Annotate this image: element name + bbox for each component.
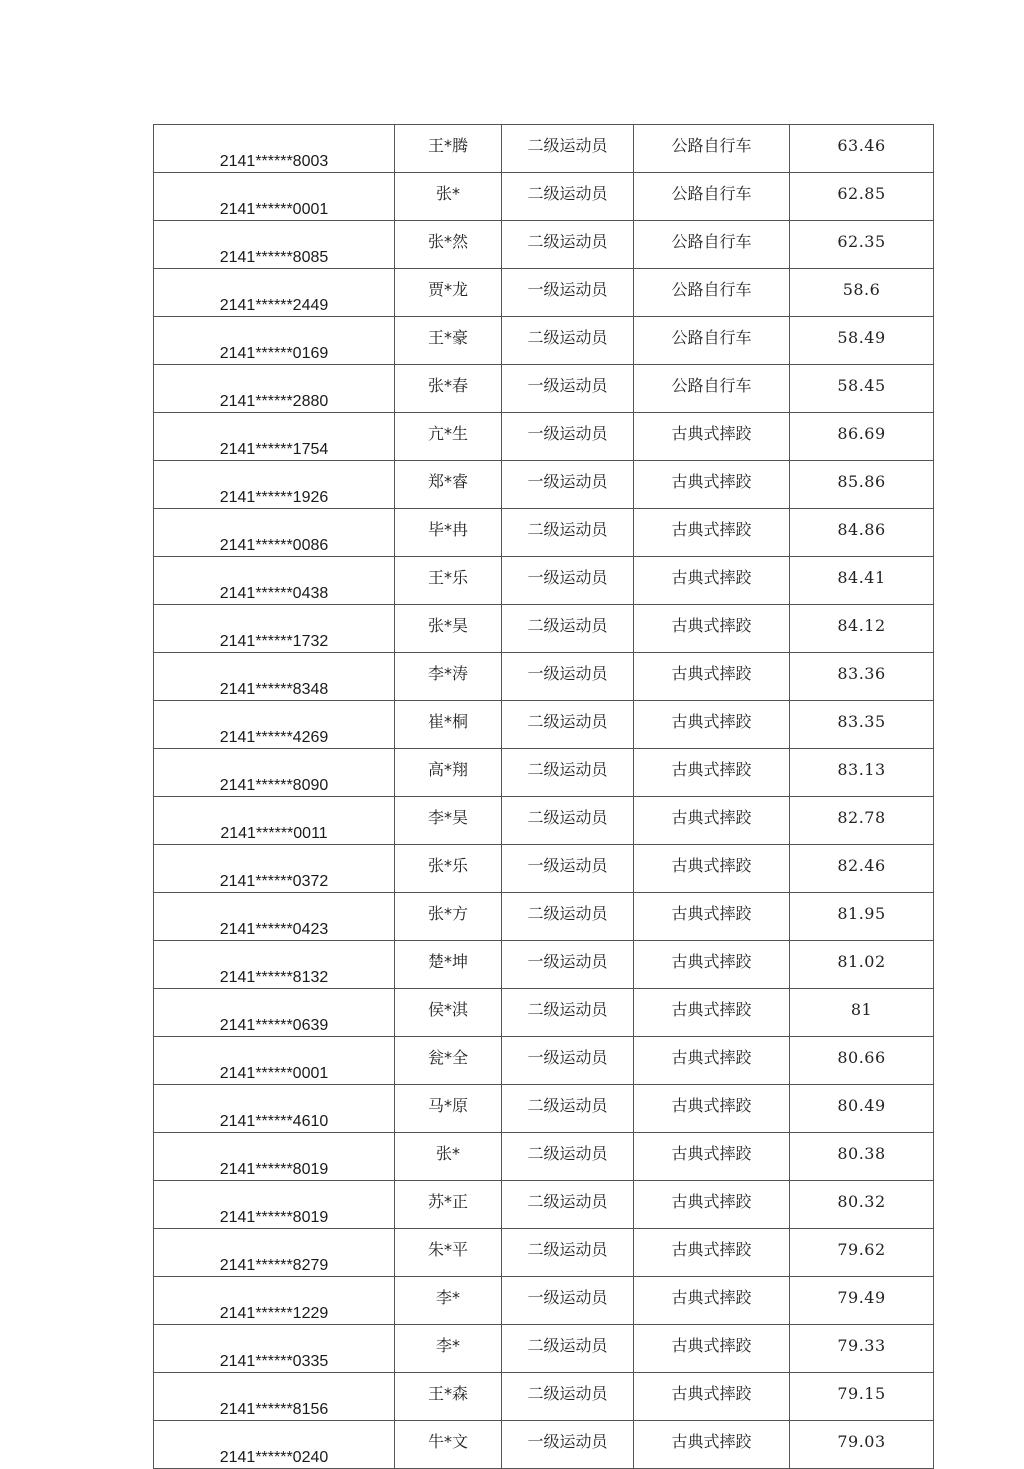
cell-athlete-level: 二级运动员 — [502, 125, 634, 173]
table-row — [154, 173, 934, 221]
cell-score: 86.69 — [790, 413, 934, 461]
table-row — [154, 749, 934, 797]
cell-athlete-level: 一级运动员 — [502, 1421, 634, 1469]
cell-id-number: 2141******0001 — [154, 1037, 395, 1085]
cell-event: 古典式摔跤 — [634, 1085, 790, 1133]
cell-athlete-name: 张*乐 — [395, 845, 502, 893]
cell-event: 古典式摔跤 — [634, 605, 790, 653]
cell-id-number: 2141******0001 — [154, 173, 395, 221]
cell-score: 83.35 — [790, 701, 934, 749]
cell-event: 古典式摔跤 — [634, 1373, 790, 1421]
cell-score: 83.13 — [790, 749, 934, 797]
cell-event: 古典式摔跤 — [634, 1421, 790, 1469]
cell-event: 古典式摔跤 — [634, 1181, 790, 1229]
cell-score: 63.46 — [790, 125, 934, 173]
cell-score: 81 — [790, 989, 934, 1037]
cell-athlete-level: 二级运动员 — [502, 317, 634, 365]
cell-score: 80.38 — [790, 1133, 934, 1181]
cell-id-number: 2141******8132 — [154, 941, 395, 989]
cell-athlete-level: 二级运动员 — [502, 989, 634, 1037]
cell-athlete-name: 王*豪 — [395, 317, 502, 365]
cell-score: 84.12 — [790, 605, 934, 653]
cell-athlete-level: 一级运动员 — [502, 1277, 634, 1325]
cell-athlete-name: 楚*坤 — [395, 941, 502, 989]
cell-id-number: 2141******0240 — [154, 1421, 395, 1469]
cell-score: 83.36 — [790, 653, 934, 701]
cell-event: 古典式摔跤 — [634, 1325, 790, 1373]
cell-athlete-level: 二级运动员 — [502, 1373, 634, 1421]
table-row — [154, 701, 934, 749]
cell-id-number: 2141******8156 — [154, 1373, 395, 1421]
cell-event: 古典式摔跤 — [634, 797, 790, 845]
cell-id-number: 2141******0169 — [154, 317, 395, 365]
cell-id-number: 2141******8348 — [154, 653, 395, 701]
cell-score: 81.95 — [790, 893, 934, 941]
cell-event: 古典式摔跤 — [634, 1037, 790, 1085]
cell-athlete-name: 崔*桐 — [395, 701, 502, 749]
cell-id-number: 2141******8003 — [154, 125, 395, 173]
cell-id-number: 2141******0639 — [154, 989, 395, 1037]
cell-athlete-level: 二级运动员 — [502, 797, 634, 845]
cell-event: 古典式摔跤 — [634, 941, 790, 989]
cell-id-number: 2141******0423 — [154, 893, 395, 941]
cell-event: 古典式摔跤 — [634, 701, 790, 749]
cell-score: 58.45 — [790, 365, 934, 413]
cell-id-number: 2141******0438 — [154, 557, 395, 605]
cell-id-number: 2141******1926 — [154, 461, 395, 509]
cell-event: 公路自行车 — [634, 365, 790, 413]
cell-athlete-name: 张* — [395, 1133, 502, 1181]
cell-score: 79.49 — [790, 1277, 934, 1325]
cell-score: 84.41 — [790, 557, 934, 605]
cell-athlete-level: 一级运动员 — [502, 365, 634, 413]
cell-event: 公路自行车 — [634, 221, 790, 269]
cell-athlete-name: 李*昊 — [395, 797, 502, 845]
table-row — [154, 221, 934, 269]
cell-athlete-level: 二级运动员 — [502, 701, 634, 749]
athlete-score-table — [153, 124, 934, 1469]
cell-id-number: 2141******2880 — [154, 365, 395, 413]
cell-event: 古典式摔跤 — [634, 749, 790, 797]
cell-athlete-name: 张*然 — [395, 221, 502, 269]
cell-athlete-name: 李* — [395, 1277, 502, 1325]
cell-id-number: 2141******8019 — [154, 1133, 395, 1181]
cell-id-number: 2141******0335 — [154, 1325, 395, 1373]
cell-id-number: 2141******0011 — [154, 797, 395, 845]
cell-athlete-level: 二级运动员 — [502, 605, 634, 653]
cell-score: 58.6 — [790, 269, 934, 317]
cell-athlete-name: 李*涛 — [395, 653, 502, 701]
cell-event: 古典式摔跤 — [634, 413, 790, 461]
cell-athlete-name: 牛*文 — [395, 1421, 502, 1469]
cell-id-number: 2141******1229 — [154, 1277, 395, 1325]
cell-score: 79.03 — [790, 1421, 934, 1469]
table-row — [154, 797, 934, 845]
cell-id-number: 2141******8090 — [154, 749, 395, 797]
cell-id-number: 2141******8085 — [154, 221, 395, 269]
cell-event: 古典式摔跤 — [634, 845, 790, 893]
cell-athlete-level: 二级运动员 — [502, 1181, 634, 1229]
cell-athlete-level: 二级运动员 — [502, 1325, 634, 1373]
table-body — [154, 125, 934, 1469]
cell-score: 82.46 — [790, 845, 934, 893]
cell-event: 古典式摔跤 — [634, 1133, 790, 1181]
cell-event: 古典式摔跤 — [634, 893, 790, 941]
cell-score: 58.49 — [790, 317, 934, 365]
cell-athlete-level: 二级运动员 — [502, 221, 634, 269]
cell-id-number: 2141******0372 — [154, 845, 395, 893]
cell-athlete-level: 一级运动员 — [502, 653, 634, 701]
cell-athlete-name: 郑*睿 — [395, 461, 502, 509]
cell-athlete-level: 二级运动员 — [502, 509, 634, 557]
cell-athlete-name: 李* — [395, 1325, 502, 1373]
cell-event: 古典式摔跤 — [634, 1229, 790, 1277]
cell-score: 82.78 — [790, 797, 934, 845]
cell-id-number: 2141******0086 — [154, 509, 395, 557]
cell-score: 80.32 — [790, 1181, 934, 1229]
cell-event: 古典式摔跤 — [634, 1277, 790, 1325]
table-row — [154, 461, 934, 509]
cell-event: 古典式摔跤 — [634, 989, 790, 1037]
cell-id-number: 2141******1732 — [154, 605, 395, 653]
cell-id-number: 2141******1754 — [154, 413, 395, 461]
cell-score: 80.66 — [790, 1037, 934, 1085]
cell-athlete-level: 二级运动员 — [502, 1229, 634, 1277]
cell-athlete-name: 王*乐 — [395, 557, 502, 605]
cell-athlete-name: 瓮*全 — [395, 1037, 502, 1085]
cell-athlete-name: 贾*龙 — [395, 269, 502, 317]
cell-athlete-level: 二级运动员 — [502, 1133, 634, 1181]
cell-athlete-name: 张*昊 — [395, 605, 502, 653]
cell-score: 80.49 — [790, 1085, 934, 1133]
cell-athlete-level: 二级运动员 — [502, 1085, 634, 1133]
table-row — [154, 1229, 934, 1277]
cell-event: 古典式摔跤 — [634, 653, 790, 701]
cell-athlete-level: 一级运动员 — [502, 1037, 634, 1085]
cell-score: 85.86 — [790, 461, 934, 509]
table-row — [154, 1037, 934, 1085]
cell-id-number: 2141******4269 — [154, 701, 395, 749]
cell-athlete-level: 一级运动员 — [502, 845, 634, 893]
cell-athlete-name: 张*方 — [395, 893, 502, 941]
table-row — [154, 269, 934, 317]
cell-athlete-level: 一级运动员 — [502, 941, 634, 989]
table-row — [154, 1325, 934, 1373]
cell-athlete-level: 一级运动员 — [502, 269, 634, 317]
cell-athlete-name: 苏*正 — [395, 1181, 502, 1229]
cell-athlete-name: 张* — [395, 173, 502, 221]
cell-athlete-name: 马*原 — [395, 1085, 502, 1133]
table-row — [154, 893, 934, 941]
table-row — [154, 557, 934, 605]
cell-id-number: 2141******8019 — [154, 1181, 395, 1229]
table-row — [154, 509, 934, 557]
cell-athlete-level: 一级运动员 — [502, 461, 634, 509]
cell-athlete-level: 二级运动员 — [502, 173, 634, 221]
cell-athlete-name: 侯*淇 — [395, 989, 502, 1037]
cell-event: 古典式摔跤 — [634, 557, 790, 605]
cell-score: 79.15 — [790, 1373, 934, 1421]
table-row — [154, 653, 934, 701]
cell-score: 62.35 — [790, 221, 934, 269]
cell-athlete-name: 毕*冉 — [395, 509, 502, 557]
cell-athlete-name: 高*翔 — [395, 749, 502, 797]
cell-event: 古典式摔跤 — [634, 461, 790, 509]
table-row — [154, 125, 934, 173]
cell-event: 公路自行车 — [634, 269, 790, 317]
cell-athlete-name: 亢*生 — [395, 413, 502, 461]
cell-athlete-name: 王*腾 — [395, 125, 502, 173]
cell-score: 79.33 — [790, 1325, 934, 1373]
cell-score: 62.85 — [790, 173, 934, 221]
cell-id-number: 2141******2449 — [154, 269, 395, 317]
cell-event: 公路自行车 — [634, 125, 790, 173]
table-row — [154, 845, 934, 893]
table-row — [154, 941, 934, 989]
table-row — [154, 989, 934, 1037]
cell-athlete-level: 二级运动员 — [502, 893, 634, 941]
table-row — [154, 605, 934, 653]
table-row — [154, 1133, 934, 1181]
cell-athlete-level: 二级运动员 — [502, 749, 634, 797]
table-row — [154, 413, 934, 461]
cell-athlete-name: 张*春 — [395, 365, 502, 413]
table-row — [154, 1085, 934, 1133]
cell-score: 81.02 — [790, 941, 934, 989]
cell-id-number: 2141******8279 — [154, 1229, 395, 1277]
cell-event: 公路自行车 — [634, 317, 790, 365]
table-row — [154, 1373, 934, 1421]
table-row — [154, 365, 934, 413]
cell-event: 公路自行车 — [634, 173, 790, 221]
table-row — [154, 1277, 934, 1325]
cell-id-number: 2141******4610 — [154, 1085, 395, 1133]
table-row — [154, 1421, 934, 1469]
cell-athlete-name: 朱*平 — [395, 1229, 502, 1277]
cell-event: 古典式摔跤 — [634, 509, 790, 557]
cell-athlete-name: 王*森 — [395, 1373, 502, 1421]
cell-athlete-level: 一级运动员 — [502, 413, 634, 461]
cell-score: 84.86 — [790, 509, 934, 557]
table-row — [154, 317, 934, 365]
cell-score: 79.62 — [790, 1229, 934, 1277]
cell-athlete-level: 一级运动员 — [502, 557, 634, 605]
table-row — [154, 1181, 934, 1229]
